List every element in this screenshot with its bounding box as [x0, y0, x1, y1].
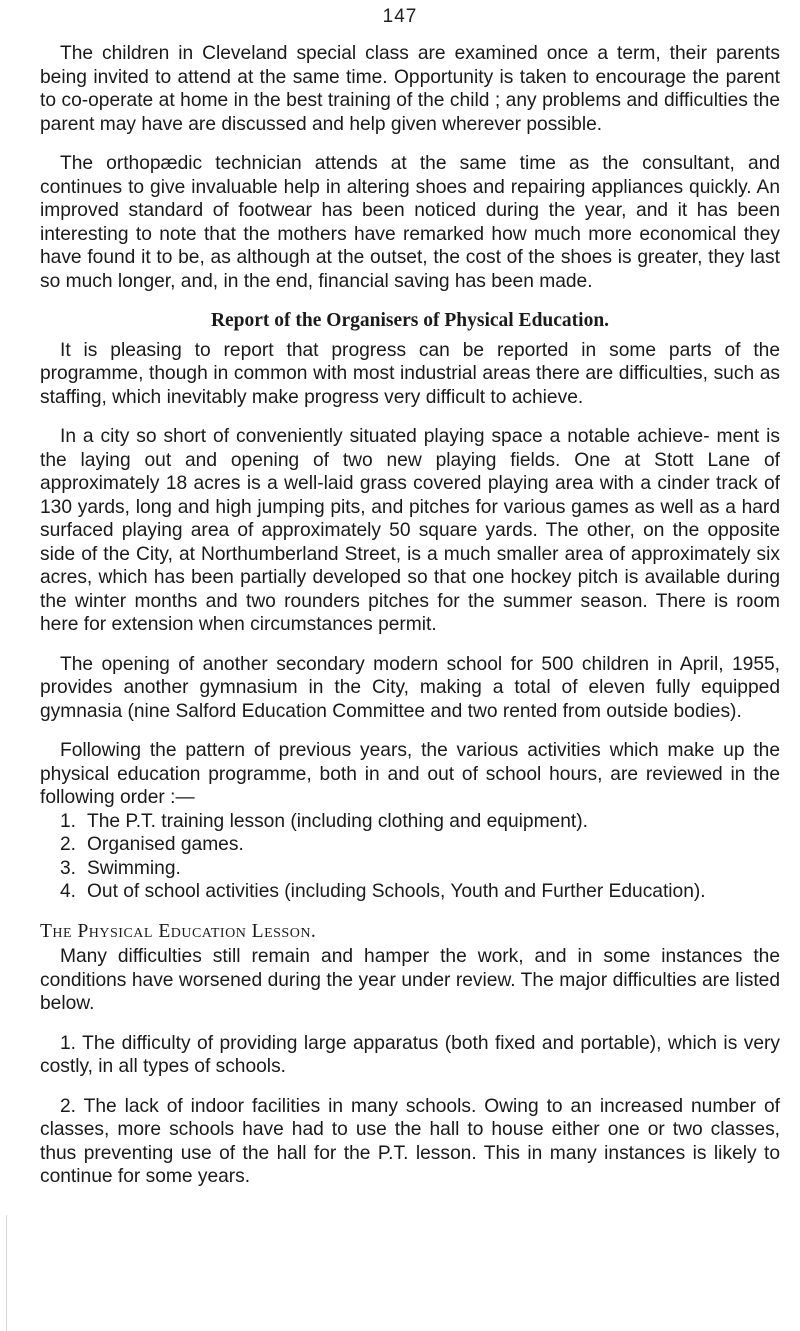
list-item-number: 4. [60, 881, 77, 902]
list-item [40, 857, 780, 881]
list-item-number: 1. [60, 810, 77, 832]
list-item-number: 3. [60, 857, 77, 879]
paragraph-difficulties-intro: Many difficulties still remain and hamper the work, and in some instances the conditions have worsened during the year under review. The major difficulties are listed below. [40, 946, 780, 1014]
list-item-text: Swimming. [87, 857, 181, 879]
list-item [40, 880, 780, 904]
paragraph-difficulty-apparatus: 1. The difficulty of providing large apparatus (both fixed and portable), which is very costly, in all types of schools. [40, 1032, 780, 1077]
paragraph-playing-fields: In a city so short of conveniently situated playing space a notable achieve- ment is the laying out and opening of two new playing fields. One at Stott Lane of approximately 18 acres is a well-laid grass covered playing area with a cinder track of 130 yards, long and high jumping pits, and pitches for various games as well as a hard surfaced playing area of approximately 50 square yards. The other, on the opposite side of the City, at Northumberland Street, is a much smaller area of approximately six acres, which has been partially developed so that one hockey pitch is available during the winter months and two rounders pitches for the summer season. There is room here for extension when circumstances permit. [40, 426, 780, 635]
page-number: 147 [382, 6, 418, 27]
paragraph-difficulty-indoor-facilities: 2. The lack of indoor facilities in many schools. Owing to an increased number of classes, more schools have had to use the hall to house either one or two classes, thus preventing use of the hall for the P.T. lesson. This in many instances is likely to continue for some years. [40, 1095, 780, 1187]
paragraph-report-intro: It is pleasing to report that progress can be reported in some parts of the programme, though in common with most industrial areas there are difficulties, such as staffing, which inevitably make progress very difficult to achieve. [40, 339, 780, 408]
list-item [40, 833, 780, 857]
paragraph-cleveland-class: The children in Cleveland special class are examined once a term, their parents being invited to attend at the same time. Opportunity is taken to encourage the parent to co-operate at home in the best training of the child ; any problems and difficulties the parent may have are discussed and help given wherever possible. [40, 43, 780, 135]
programme-order-list [40, 810, 780, 904]
list-item-number: 2. [60, 834, 77, 855]
paragraph-orthopaedic-technician: The orthopædic technician attends at the same time as the consultant, and continues to give invaluable help in altering shoes and repairing appliances quickly. An improved standard of footwear has been noticed during the year, and it has been interesting to note that the mothers have remarked how much more economical they have found it to be, as although at the outset, the cost of the shoes is greater, they last so much longer, and, in the end, financial saving has been made. [40, 153, 780, 292]
paragraph-programme-order: Following the pattern of previous years, the various activities which make up the physical education programme, both in and out of school hours, are reviewed in the following order :— [40, 740, 780, 808]
list-item-text: Out of school activities (including Schools, Youth and Further Education). [87, 881, 706, 902]
section-heading-pe-lesson: The Physical Education Lesson. [40, 920, 317, 942]
list-item [40, 810, 780, 834]
paragraph-gymnasia: The opening of another secondary modern school for 500 children in April, 1955, provides another gymnasium in the City, making a total of eleven fully equipped gymnasia (nine Salford Education Committee and two rented from outside bodies). [40, 653, 780, 722]
list-item-text: The P.T. training lesson (including clothing and equipment). [87, 810, 588, 832]
page-content [40, 42, 780, 1205]
report-heading: Report of the Organisers of Physical Education. [210, 310, 610, 331]
list-item-text: Organised games. [87, 834, 244, 855]
margin-rule [6, 1215, 7, 1331]
